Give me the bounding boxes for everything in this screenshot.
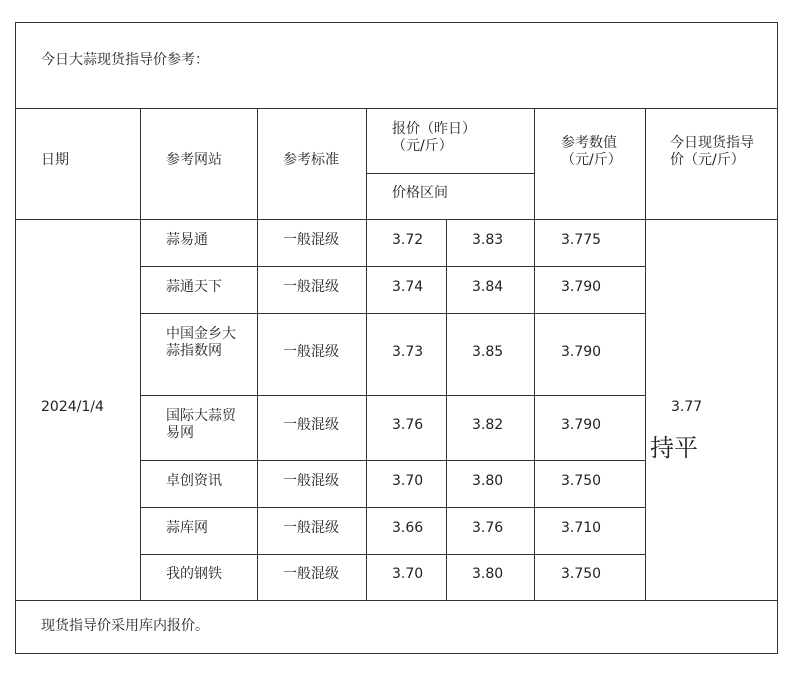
table-cell-site: 中国金乡大蒜指数网 [166, 326, 236, 359]
table-cell-high: 3.85 [472, 344, 504, 360]
table-cell-low: 3.74 [392, 279, 424, 295]
grid-line-col-2 [257, 108, 258, 600]
table-cell-standard: 一般混级 [283, 520, 339, 536]
date-value: 2024/1/4 [41, 399, 104, 415]
header-site: 参考网站 [166, 152, 222, 168]
grid-line-header-split [366, 173, 534, 174]
table-cell-standard: 一般混级 [283, 279, 339, 295]
grid-line-row-2 [140, 313, 645, 314]
table-cell-ref: 3.750 [561, 473, 602, 489]
intro-text: 今日大蒜现货指导价参考： [41, 52, 209, 68]
grid-line-col-6 [645, 108, 646, 600]
table-cell-high: 3.84 [472, 279, 504, 295]
table-cell-ref: 3.750 [561, 566, 602, 582]
table-cell-ref: 3.710 [561, 520, 602, 536]
grid-line-col-1 [140, 108, 141, 600]
table-cell-standard: 一般混级 [283, 344, 339, 360]
grid-line-row-6 [140, 554, 645, 555]
header-ref-value: 参考数值（元/斤） [561, 135, 622, 168]
grid-line-row-3 [140, 395, 645, 396]
grid-line-row-5 [140, 507, 645, 508]
table-cell-ref: 3.775 [561, 232, 602, 248]
table-cell-site: 我的钢铁 [166, 566, 222, 582]
trend-label: 持平 [650, 434, 698, 462]
table-cell-site: 蒜库网 [166, 520, 208, 536]
table-cell-site: 蒜通天下 [166, 279, 222, 295]
header-quote: 报价（昨日）（元/斤） [392, 121, 476, 154]
today-price-value: 3.77 [671, 399, 703, 415]
grid-line-row-1 [140, 266, 645, 267]
table-cell-low: 3.76 [392, 417, 424, 433]
grid-line-row-4 [140, 460, 645, 461]
header-standard: 参考标准 [283, 152, 339, 168]
table-cell-low: 3.70 [392, 473, 424, 489]
table-cell-high: 3.80 [472, 473, 504, 489]
table-cell-ref: 3.790 [561, 279, 602, 295]
table-cell-high: 3.83 [472, 232, 504, 248]
grid-line-col-5 [534, 108, 535, 600]
table-cell-ref: 3.790 [561, 417, 602, 433]
grid-line-footer-top [15, 600, 778, 601]
table-cell-low: 3.70 [392, 566, 424, 582]
grid-line-col-3 [366, 108, 367, 600]
header-range: 价格区间 [392, 185, 448, 201]
table-cell-standard: 一般混级 [283, 566, 339, 582]
table-cell-high: 3.80 [472, 566, 504, 582]
table-cell-standard: 一般混级 [283, 417, 339, 433]
grid-line-body-top [15, 219, 778, 220]
table-cell-ref: 3.790 [561, 344, 602, 360]
table-cell-low: 3.73 [392, 344, 424, 360]
header-date: 日期 [41, 152, 69, 168]
table-cell-high: 3.76 [472, 520, 504, 536]
table-cell-site: 蒜易通 [166, 232, 208, 248]
price-table-frame [15, 22, 778, 654]
table-cell-standard: 一般混级 [283, 473, 339, 489]
table-cell-high: 3.82 [472, 417, 504, 433]
table-cell-standard: 一般混级 [283, 232, 339, 248]
grid-line-col-4 [446, 219, 447, 600]
table-cell-low: 3.66 [392, 520, 424, 536]
footer-text: 现货指导价采用库内报价。 [41, 618, 209, 634]
table-cell-site: 国际大蒜贸易网 [166, 408, 236, 441]
table-cell-site: 卓创资讯 [166, 473, 222, 489]
header-today-price: 今日现货指导价（元/斤） [670, 135, 754, 168]
table-cell-low: 3.72 [392, 232, 424, 248]
grid-line-header-top [15, 108, 778, 109]
